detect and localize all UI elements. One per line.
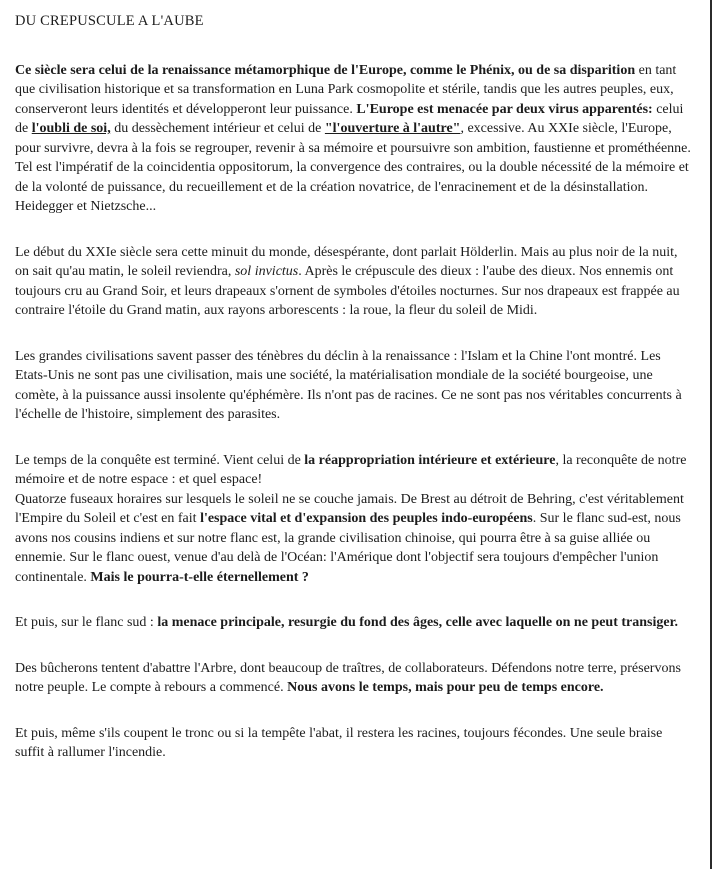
text-run: , la reconquête de notre mémoire et de notre espace : et quel espace! xyxy=(15,452,687,487)
page-edge-line xyxy=(710,0,712,869)
text-run: Nous avons le temps, mais pour peu de temps encore. xyxy=(287,680,604,695)
text-run: L'Europe est menacée par deux virus apparentés: xyxy=(356,101,653,117)
paragraphs xyxy=(15,61,693,763)
text-run: la menace principale, resurgie du fond des âges, celle avec laquelle on ne peut transiger. xyxy=(157,615,678,630)
paragraph xyxy=(15,724,693,763)
text-run: Ce siècle sera celui de la renaissance métamorphique de l'Europe, comme le Phénix, ou de sa disparition xyxy=(15,62,636,78)
text-run: "l'ouverture à l'autre" xyxy=(324,121,461,136)
text-run: , excessive. Au XXIe siècle, l'Europe, pour survivre, devra à la fois se regrouper, revenir à sa mémoire et poursuivre son ambition, faustienne et prométhéenne. Tel est l'impératif de la coincidentia oppositorum, la convergence des contraires, ou la double nécessité de la mémoire et de la volonté de puissance, du recueillement et de la création novatrice, de l'enracinement et de la désinstallation. Heidegger et Nietzsche... xyxy=(15,121,691,214)
paragraph xyxy=(15,613,693,633)
paragraph xyxy=(15,659,693,698)
text-run: la réappropriation intérieure et extérieure xyxy=(304,452,556,468)
text-run: Quatorze fuseaux horaires sur lesquels le soleil ne se couche jamais. De Brest au détroit de Behring, c'est véritablement l'Empire du Soleil et c'est en fait xyxy=(15,491,684,526)
paragraph xyxy=(15,243,693,321)
document-title: DU CREPUSCULE A L'AUBE xyxy=(15,13,204,29)
text-run: sol invictus xyxy=(234,264,299,279)
text-run: . Après le crépuscule des dieux : l'aube des dieux. Nos ennemis ont toujours cru au Grand Soir, et leurs drapeaux s'ornent de symboles d'étoiles nocturnes. Sur nos drapeaux est frappée au contraire l'étoile du Grand matin, aux rayons arborescents : la roue, la fleur du soleil de Midi. xyxy=(15,264,680,318)
text-run: Des bûcherons tentent d'abattre l'Arbre, dont beaucoup de traîtres, de collaborateurs. Défendons notre terre, préservons notre peuple. Le compte à rebours a commencé. xyxy=(15,660,681,695)
paragraph xyxy=(15,347,693,425)
text-run: Les grandes civilisations savent passer des ténèbres du déclin à la renaissance : l'Islam et la Chine l'ont montré. Les Etats-Unis ne sont pas une civilisation, mais une société, la matérialisation mondiale de la société bourgeoise, une comète, à la puissance aussi insolente qu'éphémère. Ils n'ont pas de racines. Ce ne sont pas nos véritables concurrents à l'échelle de l'histoire, simplement des parasites. xyxy=(15,348,682,422)
paragraph xyxy=(15,451,693,588)
text-run: celui de xyxy=(15,101,684,136)
text-run: l'espace vital et d'expansion des peuples indo-européens xyxy=(200,511,533,526)
text-run: Le temps de la conquête est terminé. Vient celui de xyxy=(15,452,305,468)
text-run: Et puis, sur le flanc sud : xyxy=(15,615,158,630)
text-run: l'oubli de soi, xyxy=(31,121,111,136)
text-run: en tant que civilisation historique et sa transformation en Luna Park cosmopolite et stérile, tandis que les autres peuples, eux, conserveront leurs identités et développeront leur puissance. xyxy=(15,62,677,117)
paragraph xyxy=(15,61,693,217)
text-run: . Sur le flanc sud-est, nous avons nos cousins indiens et sur notre flanc est, la grande civilisation chinoise, qui pourra être à sa guise alliée ou ennemie. Sur le flanc ouest, venue d'au delà de l'Océan: l'Amérique dont l'objectif sera toujours d'empêcher l'union continentale. xyxy=(15,511,681,585)
text-run: Et puis, même s'ils coupent le tronc ou si la tempête l'abat, il restera les racines, toujours fécondes. Une seule braise suffit à rallumer l'incendie. xyxy=(15,725,663,760)
text-run: Mais le pourra-t-elle éternellement ? xyxy=(90,569,309,585)
text-run: Le début du XXIe siècle sera cette minuit du monde, désespérante, dont parlait Hölderlin. Mais au plus noir de la nuit, on sait qu'au matin, le soleil reviendra, xyxy=(15,244,678,279)
text-run: du dessèchement intérieur et celui de xyxy=(110,121,325,136)
